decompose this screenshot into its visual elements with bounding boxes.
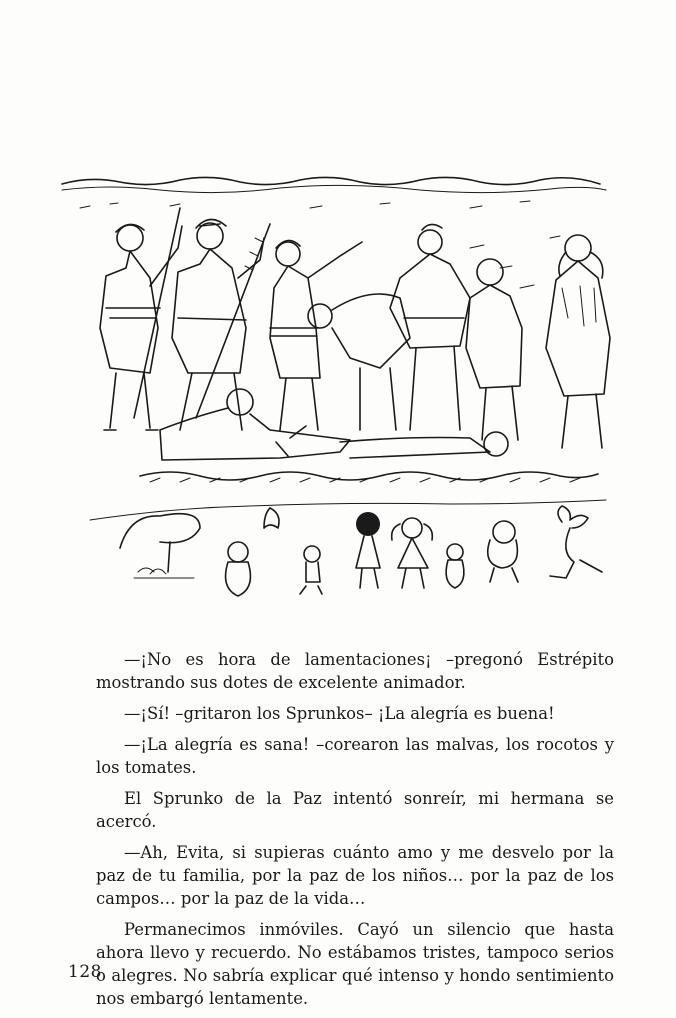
soldier-figure-icon	[172, 219, 270, 430]
bent-figure-icon	[308, 224, 470, 430]
child-figure-icon	[466, 235, 610, 448]
child-figure-icon	[270, 240, 362, 430]
bottom-frieze-icon	[90, 500, 606, 596]
body-text	[96, 648, 614, 1018]
paragraph: —¡No es hora de lamentaciones¡ –pregonó Estrépito mostrando sus dotes de excelente animador.	[96, 650, 614, 692]
page-number: 128	[68, 962, 102, 982]
ground-rope-border-icon	[140, 472, 598, 482]
paragraph: Permanecimos inmóviles. Cayó un silencio que hasta ahora llevo y recuerdo. No estábamos tristes, tampoco serios o alegres. No sabría explicar qué intenso y hondo sentimiento nos embargó lentamente.	[96, 920, 614, 1008]
paragraph: —¡Sí! –gritaron los Sprunkos– ¡La alegría es buena!	[124, 704, 555, 723]
paragraph: —¡La alegría es sana! –corearon las malvas, los rocotos y los tomates.	[96, 735, 614, 777]
background-hatching	[80, 201, 560, 288]
line-drawing-illustration	[50, 168, 630, 608]
lying-figure-icon	[160, 389, 508, 460]
paragraph: El Sprunko de la Paz intentó sonreír, mi hermana se acercó.	[96, 789, 614, 831]
soldier-figure-icon	[100, 208, 182, 430]
top-border-rope-icon	[62, 177, 606, 192]
paragraph: —Ah, Evita, si supieras cuánto amo y me desvelo por la paz de tu familia, por la paz de los niños… por la paz de los campos… por la paz de la vida…	[96, 843, 614, 908]
